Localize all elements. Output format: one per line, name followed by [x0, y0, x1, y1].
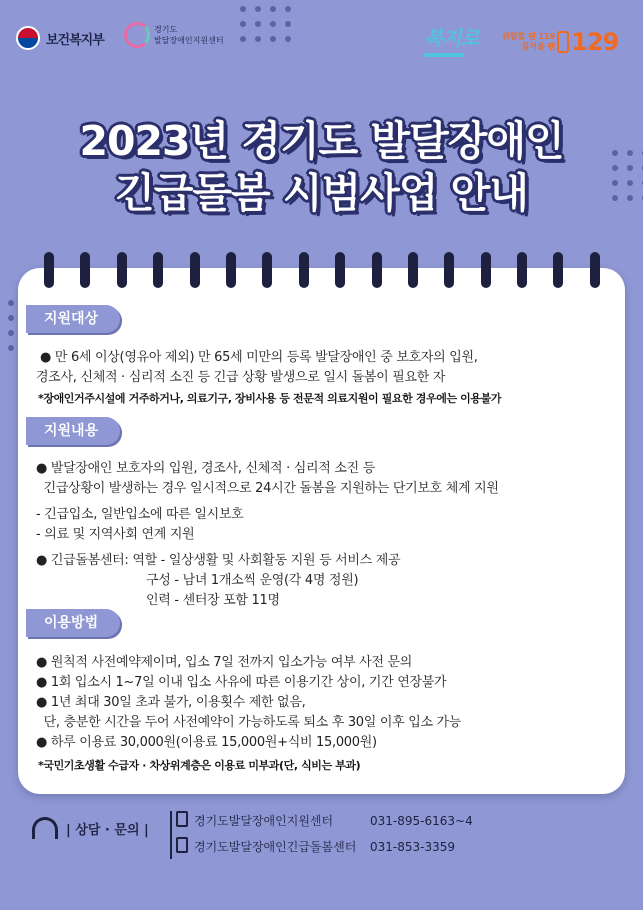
- contact-phone-1: 031-895-6163~4: [370, 814, 473, 828]
- content-line-6: 구성 - 남녀 1개소씩 운영(각 4명 정원): [146, 573, 359, 588]
- title-line-2: 긴급돌봄 시범사업 안내: [115, 169, 528, 217]
- section-tab-usage: 이용방법: [26, 609, 120, 637]
- notebook-rings: [44, 252, 600, 288]
- contact-item-1: [176, 811, 473, 829]
- contact-divider: [170, 811, 172, 859]
- content-line-2: 긴급상황이 발생하는 경우 일시적으로 24시간 돌봄을 지원하는 단기보호 체계 지원: [36, 481, 499, 496]
- content-line-3: - 긴급입소, 일반입소에 따른 일시보호: [36, 507, 244, 522]
- section-tab-content: 지원내용: [26, 417, 120, 445]
- hotline-bottom-text: 힘겨울 땐: [521, 42, 556, 51]
- target-line-2: 경조사, 신체적 · 심리적 소진 등 긴급 상황 발생으로 일시 돌봄이 필요한 자: [36, 370, 446, 385]
- hotline-number: 129: [571, 28, 619, 56]
- contact-phone-2: 031-853-3359: [370, 840, 456, 854]
- hotline-logo: [502, 28, 618, 56]
- swirl-icon: [124, 22, 150, 48]
- hotline-top-text: 위험할 땐 119: [502, 32, 556, 41]
- usage-note: *국민기초생활 수급자 · 차상위계층은 이용료 미부과(단, 식비는 부과): [38, 759, 361, 772]
- target-line-1: ● 만 6세 이상(영유아 제외) 만 65세 미만의 등록 발달장애인 중 보호자의 입원,: [40, 350, 478, 365]
- headset-icon: [32, 817, 58, 839]
- contact-name-2: 경기도발달장애인긴급돌봄센터: [194, 840, 357, 854]
- content-line-5: ● 긴급돌봄센터: 역할 - 일상생활 및 사회활동 지원 등 서비스 제공: [36, 553, 401, 568]
- page-title: [0, 115, 643, 219]
- mohw-logo-text: 보건복지부: [46, 32, 104, 48]
- contact-name-1: 경기도발달장애인지원센터: [194, 814, 334, 828]
- logo-bar: [0, 22, 643, 62]
- usage-line-1: ● 원칙적 사전예약제이며, 입소 7일 전까지 입소가능 여부 사전 문의: [36, 655, 413, 670]
- gg-center-logo: [124, 22, 224, 48]
- contact-label: | 상담 · 문의 |: [66, 823, 149, 838]
- phone-icon: [176, 811, 188, 827]
- content-line-1: ● 발달장애인 보호자의 입원, 경조사, 신체적 · 심리적 소진 등: [36, 461, 375, 476]
- gg-logo-top-text: 경기도: [154, 25, 178, 34]
- content-line-4: - 의료 및 지역사회 연계 지원: [36, 527, 195, 542]
- usage-line-5: ● 하루 이용료 30,000원(이용료 15,000원+식비 15,000원): [36, 735, 377, 750]
- contact-footer: [0, 805, 643, 885]
- usage-line-2: ● 1회 입소시 1~7일 이내 입소 사유에 따른 이용기간 상이, 기간 연장불가: [36, 675, 447, 690]
- taegeuk-icon: [16, 26, 40, 50]
- target-note: *장애인거주시설에 거주하거나, 의료기구, 장비사용 등 전문적 의료지원이 필요한 경우에는 이용불가: [38, 392, 502, 405]
- contact-item-2: [176, 837, 455, 855]
- title-line-1: 2023년 경기도 발달장애인: [79, 117, 564, 165]
- bokji-logo-text: 복지로: [424, 26, 479, 50]
- content-line-7: 인력 - 센터장 포함 11명: [146, 593, 280, 608]
- usage-line-4: 단, 충분한 시간을 두어 사전예약이 가능하도록 퇴소 후 30일 이후 입소 가능: [36, 715, 462, 730]
- bokji-logo: [424, 22, 479, 57]
- mohw-logo: [16, 26, 104, 50]
- gg-logo-bottom-text: 발달장애인지원센터: [154, 36, 224, 45]
- section-tab-target: 지원대상: [26, 305, 120, 333]
- usage-line-3: ● 1년 최대 30일 초과 불가, 이용횟수 제한 없음,: [36, 695, 306, 710]
- phone-icon: [176, 837, 188, 853]
- phone-icon: [557, 31, 569, 53]
